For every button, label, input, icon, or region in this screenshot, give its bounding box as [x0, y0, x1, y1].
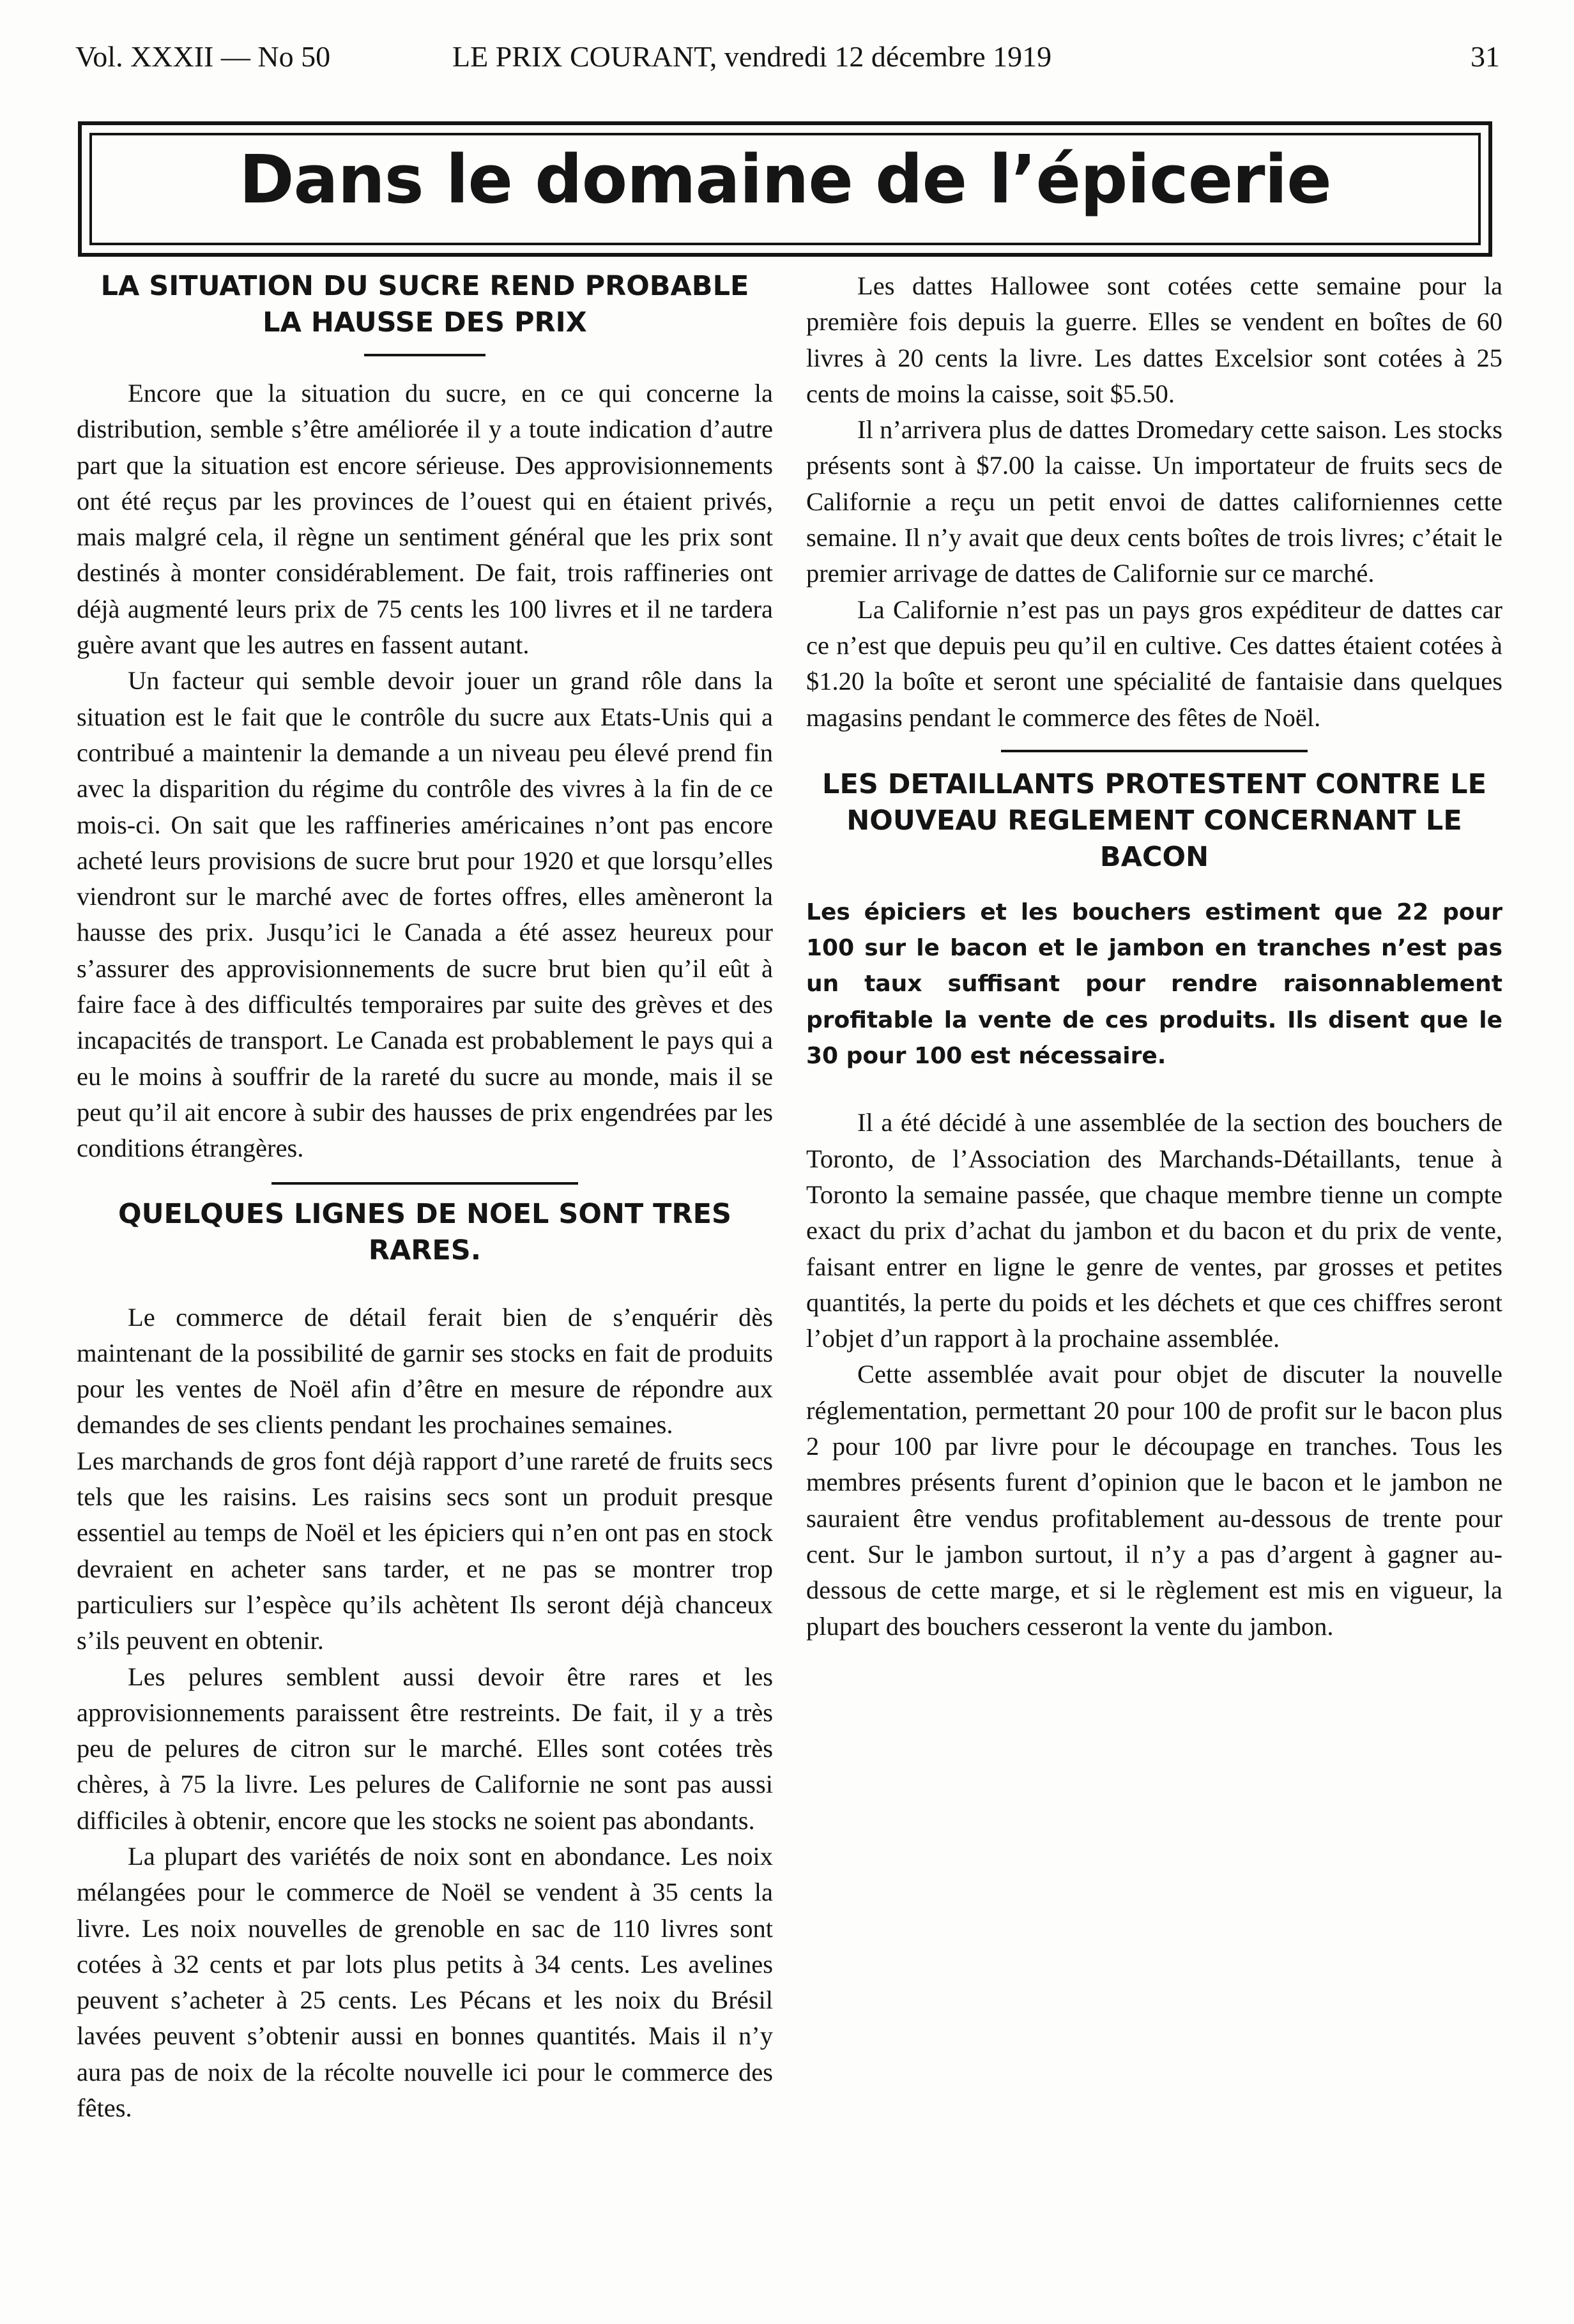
headline-noel: QUELQUES LIGNES DE NOEL SONT TRES RARES. — [118, 1197, 731, 1266]
publication-date: LE PRIX COURANT, vendredi 12 décembre 1919 — [452, 40, 1052, 73]
paragraph: Il n’arrivera plus de dattes Dromedary cette saison. Les stocks présents sont à $7.00 la caisse. Un importateur de fruits secs de Californie a reçu un petit envoi de dattes californiennes cette semaine. Il n’y avait que deux cents boîtes de trois livres; c’était le premier arrivage de dattes de Californie sur ce marché. — [806, 415, 1502, 588]
article-separator — [1001, 750, 1308, 752]
right-column — [806, 268, 1502, 1644]
volume-number: Vol. XXXII — No 50 — [75, 40, 331, 73]
paragraph: Les marchands de gros font déjà rapport d’une rareté de fruits secs tels que les raisins. Les raisins secs sont un produit presque essentiel au temps de Noël et les épiciers qui n’en ont pas en stock devraient en acheter sans tarder, et ne pas se montrer trop particuliers sur l’espèce qu’ils achètent Ils seront déjà chanceux s’ils peuvent en obtenir. — [77, 1446, 773, 1655]
section-banner — [78, 121, 1492, 257]
article-separator — [271, 1182, 578, 1185]
paragraph: Les pelures semblent aussi devoir être rares et les approvisionnements paraissent être restreints. De fait, il y a très peu de pelures de citron sur le marché. Elles sont cotées très chères, à 75 la livre. Les pelures de Californie ne sont pas aussi difficiles à obtenir, encore que les stocks ne soient pas abondants. — [77, 1662, 773, 1835]
paragraph: Un facteur qui semble devoir jouer un grand rôle dans la situation est le fait que le contrôle du sucre aux Etats-Unis qui a contribué a maintenir la demande a un niveau peu élevé prend fin avec la disparition du régime du contrôle des vivres à la fin de ce mois-ci. On sait que les raffineries américaines n’ont pas encore acheté leurs provisions de sucre brut pour 1920 et que lorsqu’elles viendront sur le marché avec de fortes offres, elles amèneront la hausse des prix. Jusqu’ici le Canada a été assez heureux pour s’assurer des approvisionnements de sucre brut bien qu’il eût à faire face à des difficultés temporaires par suite des grèves et des incapacités de transport. Le Canada est probablement le pays qui a eu le moins à souffrir de la rareté du sucre au monde, mais il se peut qu’il ait encore à subir des hausses de prix engendrées par les conditions étrangères. — [77, 666, 773, 1163]
section-title: Dans le domaine de l’épicerie — [239, 141, 1331, 218]
headline-bacon: LES DETAILLANTS PROTESTENT CONTRE LE NOUVEAU REGLEMENT CONCERNANT LE BACON — [822, 768, 1486, 873]
paragraph: Il a été décidé à une assemblée de la section des bouchers de Toronto, de l’Association des Marchands-Détaillants, tenue à Toronto la semaine passée, que chaque membre tienne un compte exact du prix d’achat du jambon et du bacon et du prix de vente, faisant entrer en ligne le genre de ventes, par grosses et petites quantités, la perte du poids et les déchets et que ces chiffres seront l’objet d’un rapport à la prochaine assemblée. — [806, 1108, 1502, 1353]
page-number: 31 — [1471, 40, 1500, 73]
paragraph: Cette assemblée avait pour objet de discuter la nouvelle réglementation, permettant 20 pour 100 de profit sur le bacon plus 2 pour 100 par livre pour le découpage en tranches. Tous les membres présents furent d’opinion que le bacon et le jambon ne sauraient être vendus profitablement au-dessous de trente pour cent. Sur le jambon surtout, il n’y a pas d’argent à gagner au-dessous de cette marge, et si le règlement est mis en vigueur, la plupart des bouchers cesseront la vente du jambon. — [806, 1360, 1502, 1641]
paragraph: Encore que la situation du sucre, en ce qui concerne la distribution, semble s’être améliorée il y a toute indication d’autre part que la situation est encore sérieuse. Des approvisionnements ont été reçus par les provinces de l’ouest qui en étaient privés, mais malgré cela, il règne un sentiment général que les prix sont destinés à monter considérablement. De fait, trois raffineries ont déjà augmenté leurs prix de 75 cents les 100 livres et il ne tardera guère avant que les autres en fassent autant. — [77, 379, 773, 660]
paragraph: Le commerce de détail ferait bien de s’enquérir dès maintenant de la possibilité de garnir ses stocks en fait de produits pour les ventes de Noël afin d’être en mesure de répondre aux demandes de ses clients pendant les prochaines semaines. — [77, 1302, 773, 1439]
headline-sucre: LA SITUATION DU SUCRE REND PROBABLE LA HAUSSE DES PRIX — [100, 270, 749, 338]
paragraph: La Californie n’est pas un pays gros expéditeur de dattes car ce n’est que depuis peu qu’il en cultive. Ces dattes étaient cotées à $1.20 la boîte et seront une spécialité de fantaisie dans quelques magasins pendant le commerce des fêtes de Noël. — [806, 595, 1502, 732]
paragraph: La plupart des variétés de noix sont en abondance. Les noix mélangées pour le commerce de Noël se vendent à 35 cents la livre. Les noix nouvelles de grenoble en sac de 110 livres sont cotées à 32 cents et par lots plus petits à 34 cents. Les avelines peuvent s’acheter à 25 cents. Les Pécans et les noix du Brésil lavées peuvent s’obtenir aussi en bonnes quantités. Mais il n’y aura pas de noix de la récolte nouvelle ici pour le commerce des fêtes. — [77, 1841, 773, 2123]
headline-rule — [364, 354, 485, 356]
paragraph: Les dattes Hallowee sont cotées cette semaine pour la première fois depuis la guerre. Elles se vendent en boîtes de 60 livres à 20 cents la livre. Les dattes Excelsior sont cotées à 25 cents de moins la caisse, soit $5.50. — [806, 271, 1502, 408]
running-header — [75, 40, 1500, 86]
left-column — [77, 268, 773, 2126]
article-lead: Les épiciers et les bouchers estiment que 22 pour 100 sur le bacon et le jambon en tranches n’est pas un taux suffisant pour rendre raisonnablement profitable la vente de ces produits. Ils disent que le 30 pour 100 est nécessaire. — [806, 899, 1502, 1070]
